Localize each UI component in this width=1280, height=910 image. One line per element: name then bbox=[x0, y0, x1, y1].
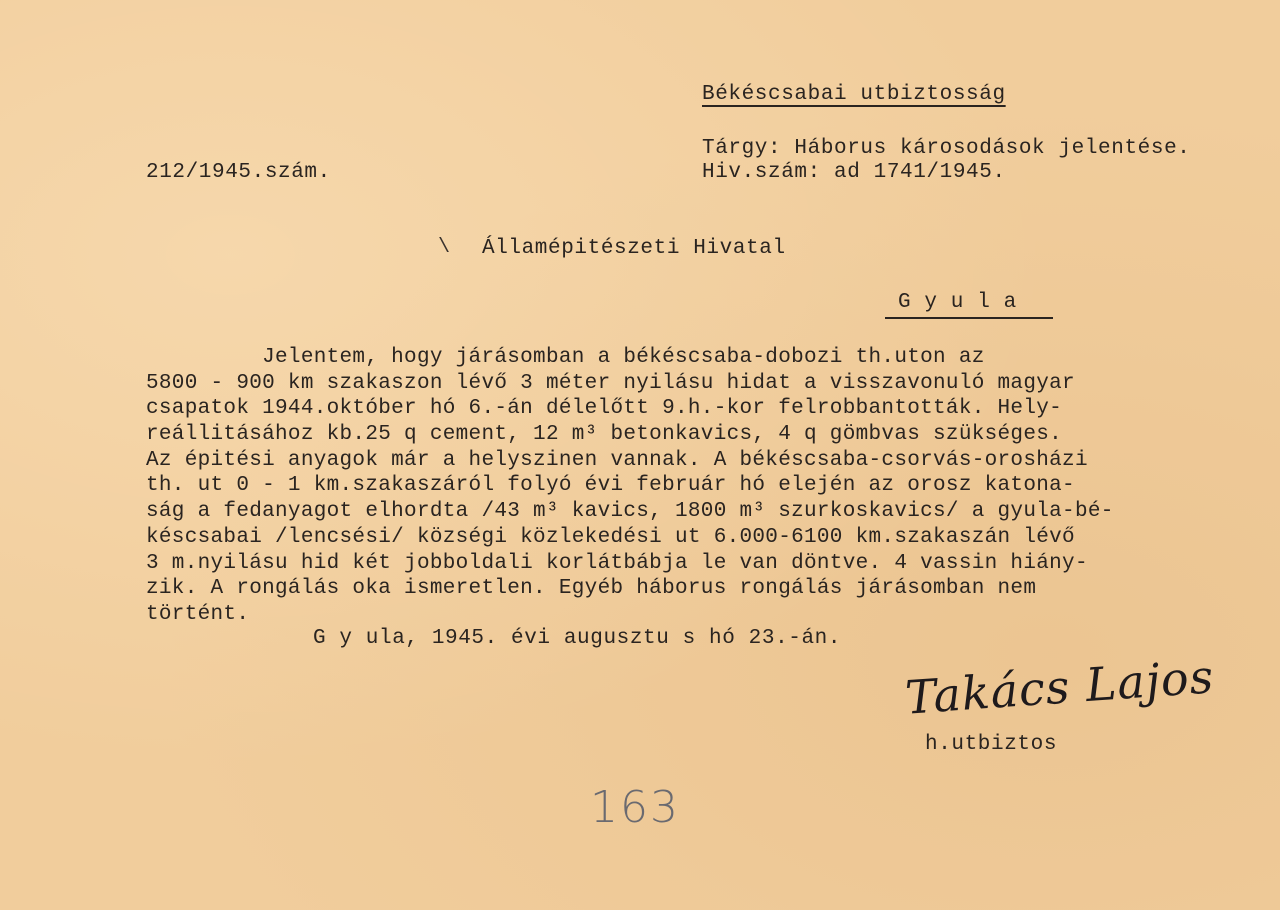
document-number: 212/1945.szám. bbox=[146, 161, 331, 184]
recipient-city: G y u l a bbox=[898, 291, 1017, 314]
recipient-office: Államépitészeti Hivatal bbox=[482, 237, 786, 260]
body-line: csapatok 1944.október hó 6.-án délelőtt 9.h.-kor felrobbantották. Hely- bbox=[146, 397, 1063, 421]
handwritten-signature: Takács Lajos bbox=[903, 649, 1216, 725]
institution-heading: Békéscsabai utbiztosság bbox=[702, 83, 1006, 106]
reference-number: Hiv.szám: ad 1741/1945. bbox=[702, 161, 1006, 184]
body-line: th. ut 0 - 1 km.szakaszáról folyó évi február hó elején az orosz katona- bbox=[146, 474, 1075, 498]
margin-tick-mark: \ bbox=[438, 236, 451, 259]
body-line: ság a fedanyagot elhordta /43 m³ kavics, 1800 m³ szurkoskavics/ a gyula-bé- bbox=[146, 500, 1114, 524]
subject-line: Tárgy: Háborus károsodások jelentése. bbox=[702, 137, 1191, 160]
body-line: Jelentem, hogy járásomban a békéscsaba-dobozi th.uton az bbox=[146, 346, 985, 369]
body-line: késcsabai /lencsési/ községi közlekedési ut 6.000-6100 km.szakaszán lévő bbox=[146, 525, 1075, 549]
body-line: Az épitési anyagok már a helyszinen vannak. A békéscsaba-csorvás-orosházi bbox=[146, 448, 1088, 472]
recipient-underline bbox=[885, 317, 1053, 319]
body-line: reállitásához kb.25 q cement, 12 m³ betonkavics, 4 q gömbvas szükséges. bbox=[146, 423, 1063, 447]
signatory-title: h.utbiztos bbox=[925, 733, 1058, 756]
body-line: történt. bbox=[146, 602, 250, 626]
report-body bbox=[146, 345, 1266, 628]
archive-page-number: 163 bbox=[590, 782, 680, 833]
body-line: 5800 - 900 km szakaszon lévő 3 méter nyilásu hidat a visszavonuló magyar bbox=[146, 371, 1075, 395]
body-line: 3 m.nyilásu hid két jobboldali korlátbábja le van döntve. 4 vassin hiány- bbox=[146, 551, 1088, 575]
date-line: G y ula, 1945. évi augusztu s hó 23.-án. bbox=[313, 627, 842, 650]
body-line: zik. A rongálás oka ismeretlen. Egyéb háborus rongálás járásomban nem bbox=[146, 577, 1037, 601]
